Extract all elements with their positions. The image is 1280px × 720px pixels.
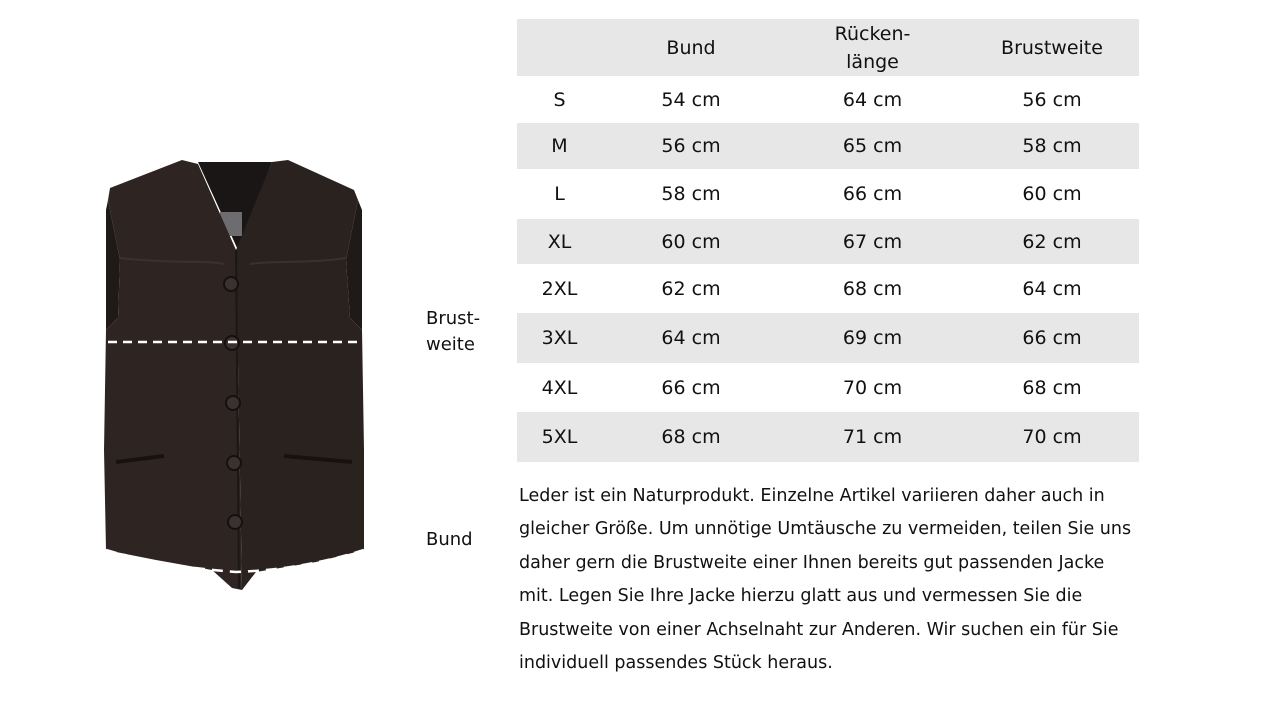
cell-bund: 54 cm (661, 88, 721, 111)
header-rueckenlaenge-line-2: länge (846, 50, 899, 73)
cell-brustweite: 66 cm (965, 313, 1139, 363)
header-size (517, 19, 602, 76)
header-brustweite: Brustweite (965, 19, 1139, 76)
note-line: Brustweite von einer Achselnaht zur Anderen. Wir suchen ein für Sie (519, 619, 1119, 640)
cell-size: L (554, 183, 565, 205)
leather-note (519, 480, 1159, 680)
note-line: Leder ist ein Naturprodukt. Einzelne Artikel variieren daher auch in (519, 486, 1105, 506)
table-row (517, 123, 1139, 169)
cell-rueckenlaenge: 66 cm (842, 183, 903, 205)
cell-rueckenlaenge: 70 cm (842, 376, 903, 399)
note-line: individuell passendes Stück heraus. (519, 653, 833, 674)
note-line: gleicher Größe. Um unnötige Umtäusche zu vermeiden, teilen Sie uns (519, 519, 1132, 540)
cell-rueckenlaenge: 68 cm (842, 277, 903, 300)
header-rueckenlaenge (780, 19, 965, 76)
bund-label: Bund (426, 529, 473, 550)
cell-brustweite: 70 cm (965, 412, 1139, 462)
cell-size: XL (517, 219, 602, 264)
cell-bund: 62 cm (661, 277, 721, 300)
cell-rueckenlaenge: 65 cm (780, 123, 965, 169)
cell-brustweite: 58 cm (965, 123, 1139, 169)
brustweite-label-line-1: Brust- (426, 308, 481, 329)
brustweite-label (426, 306, 480, 358)
cell-size: 5XL (517, 412, 602, 462)
note-line: daher gern die Brustweite einer Ihnen bereits gut passenden Jacke (519, 552, 1105, 573)
cell-rueckenlaenge: 71 cm (780, 412, 965, 462)
cell-bund: 58 cm (661, 183, 721, 205)
table-row (517, 169, 1139, 219)
cell-brustweite: 60 cm (1022, 183, 1082, 205)
table-row (517, 363, 1139, 412)
cell-brustweite: 56 cm (1022, 88, 1082, 111)
cell-bund: 60 cm (602, 219, 780, 264)
cell-size: S (553, 88, 566, 111)
cell-bund: 66 cm (661, 376, 721, 399)
vest-image (96, 150, 376, 600)
cell-brustweite: 64 cm (1022, 277, 1082, 300)
cell-size: M (517, 123, 602, 169)
table-row (517, 76, 1139, 123)
vest-left-panel (104, 160, 242, 590)
cell-bund: 68 cm (602, 412, 780, 462)
table-header-row (517, 19, 1139, 76)
cell-brustweite: 62 cm (965, 219, 1139, 264)
cell-rueckenlaenge: 69 cm (780, 313, 965, 363)
table-row (517, 219, 1139, 264)
cell-brustweite: 68 cm (1022, 376, 1082, 399)
size-table (517, 19, 1139, 462)
vest-right-panel (236, 160, 364, 590)
cell-size: 2XL (541, 277, 578, 300)
table-row (517, 264, 1139, 313)
table-row (517, 412, 1139, 462)
cell-bund: 56 cm (602, 123, 780, 169)
cell-bund: 64 cm (602, 313, 780, 363)
table-row (517, 313, 1139, 363)
cell-rueckenlaenge: 67 cm (780, 219, 965, 264)
note-line: mit. Legen Sie Ihre Jacke hierzu glatt aus und vermessen Sie die (519, 586, 1083, 607)
header-rueckenlaenge-line-1: Rücken- (834, 22, 911, 45)
cell-size: 3XL (517, 313, 602, 363)
cell-rueckenlaenge: 64 cm (842, 88, 903, 111)
cell-size: 4XL (541, 376, 578, 399)
brustweite-label-line-2: weite (426, 334, 475, 355)
header-bund: Bund (602, 19, 780, 76)
